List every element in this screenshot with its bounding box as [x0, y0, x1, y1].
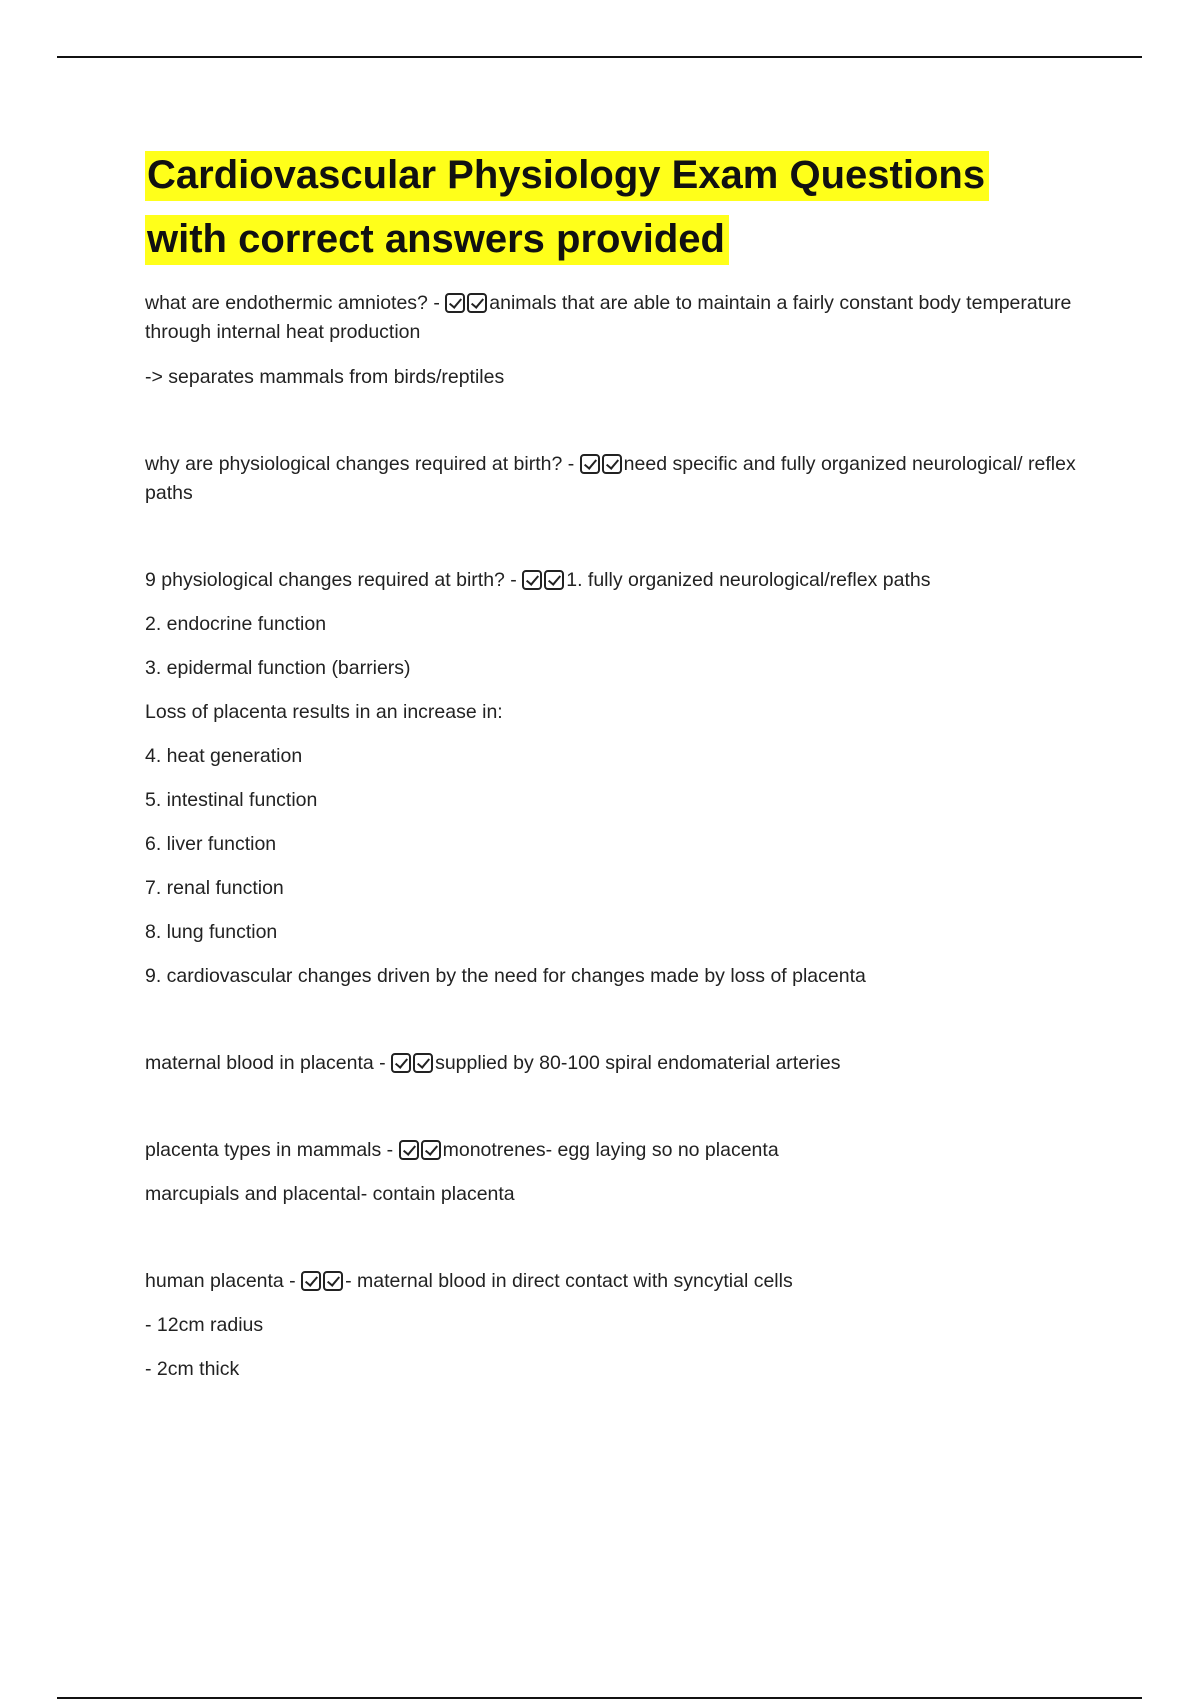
top-rule	[57, 56, 1142, 58]
answer-extra-line: 7. renal function	[145, 877, 284, 899]
check-box-icon	[301, 1271, 321, 1291]
answer-text: monotrenes- egg laying so no placenta	[442, 1139, 779, 1161]
question-text: why are physiological changes required at birth? -	[145, 453, 575, 475]
answer-extra-line: marcupials and placental- contain placenta	[145, 1183, 515, 1205]
qa-item	[145, 289, 1105, 392]
qa-item	[145, 1136, 1105, 1209]
check-box-icon	[399, 1140, 419, 1160]
question-line	[145, 1049, 1105, 1078]
page-title	[145, 143, 1105, 271]
question-text: 9 physiological changes required at birth? -	[145, 569, 517, 591]
answer-extra-line: 2. endocrine function	[145, 613, 327, 635]
answer-text: 1. fully organized neurological/reflex paths	[566, 569, 931, 591]
check-box-icon	[544, 570, 564, 590]
qa-item	[145, 566, 1105, 991]
check-box-icon	[580, 454, 600, 474]
answer-extra-line: 3. epidermal function (barriers)	[145, 657, 411, 679]
answer-extra-line: 9. cardiovascular changes driven by the need for changes made by loss of placenta	[145, 965, 866, 987]
document-body	[145, 143, 1105, 1384]
question-line	[145, 289, 1105, 347]
question-line	[145, 450, 1105, 508]
answer-text: need specific and fully organized neurological/ reflex paths	[145, 453, 1076, 504]
answer-text: - maternal blood in direct contact with syncytial cells	[345, 1270, 793, 1292]
answer-extra-line: 5. intestinal function	[145, 789, 318, 811]
answer-extra-line: - 2cm thick	[145, 1358, 240, 1380]
question-line	[145, 566, 1105, 595]
check-box-icon	[445, 293, 465, 313]
question-text: maternal blood in placenta -	[145, 1052, 386, 1074]
question-text: human placenta -	[145, 1270, 296, 1292]
question-text: what are endothermic amniotes? -	[145, 292, 440, 314]
answer-extra-line: 4. heat generation	[145, 745, 303, 767]
check-box-icon	[391, 1053, 411, 1073]
bottom-rule	[57, 1697, 1142, 1699]
qa-item	[145, 1049, 1105, 1078]
question-text: placenta types in mammals -	[145, 1139, 394, 1161]
answer-extra-line: -> separates mammals from birds/reptiles	[145, 366, 505, 388]
answer-text: supplied by 80-100 spiral endomaterial arteries	[435, 1052, 841, 1074]
answer-extra-line: Loss of placenta results in an increase in:	[145, 701, 503, 723]
answer-text: animals that are able to maintain a fairly constant body temperature through internal heat production	[145, 292, 1072, 343]
question-line	[145, 1267, 1105, 1296]
answer-extra-line: 8. lung function	[145, 921, 278, 943]
qa-item	[145, 1267, 1105, 1384]
title-line-2: with correct answers provided	[145, 215, 729, 265]
check-box-icon	[413, 1053, 433, 1073]
check-box-icon	[421, 1140, 441, 1160]
check-box-icon	[467, 293, 487, 313]
check-box-icon	[323, 1271, 343, 1291]
check-box-icon	[602, 454, 622, 474]
answer-extra-line: 6. liver function	[145, 833, 277, 855]
qa-item	[145, 450, 1105, 508]
check-box-icon	[522, 570, 542, 590]
question-line	[145, 1136, 1105, 1165]
title-line-1: Cardiovascular Physiology Exam Questions	[145, 151, 989, 201]
answer-extra-line: - 12cm radius	[145, 1314, 264, 1336]
